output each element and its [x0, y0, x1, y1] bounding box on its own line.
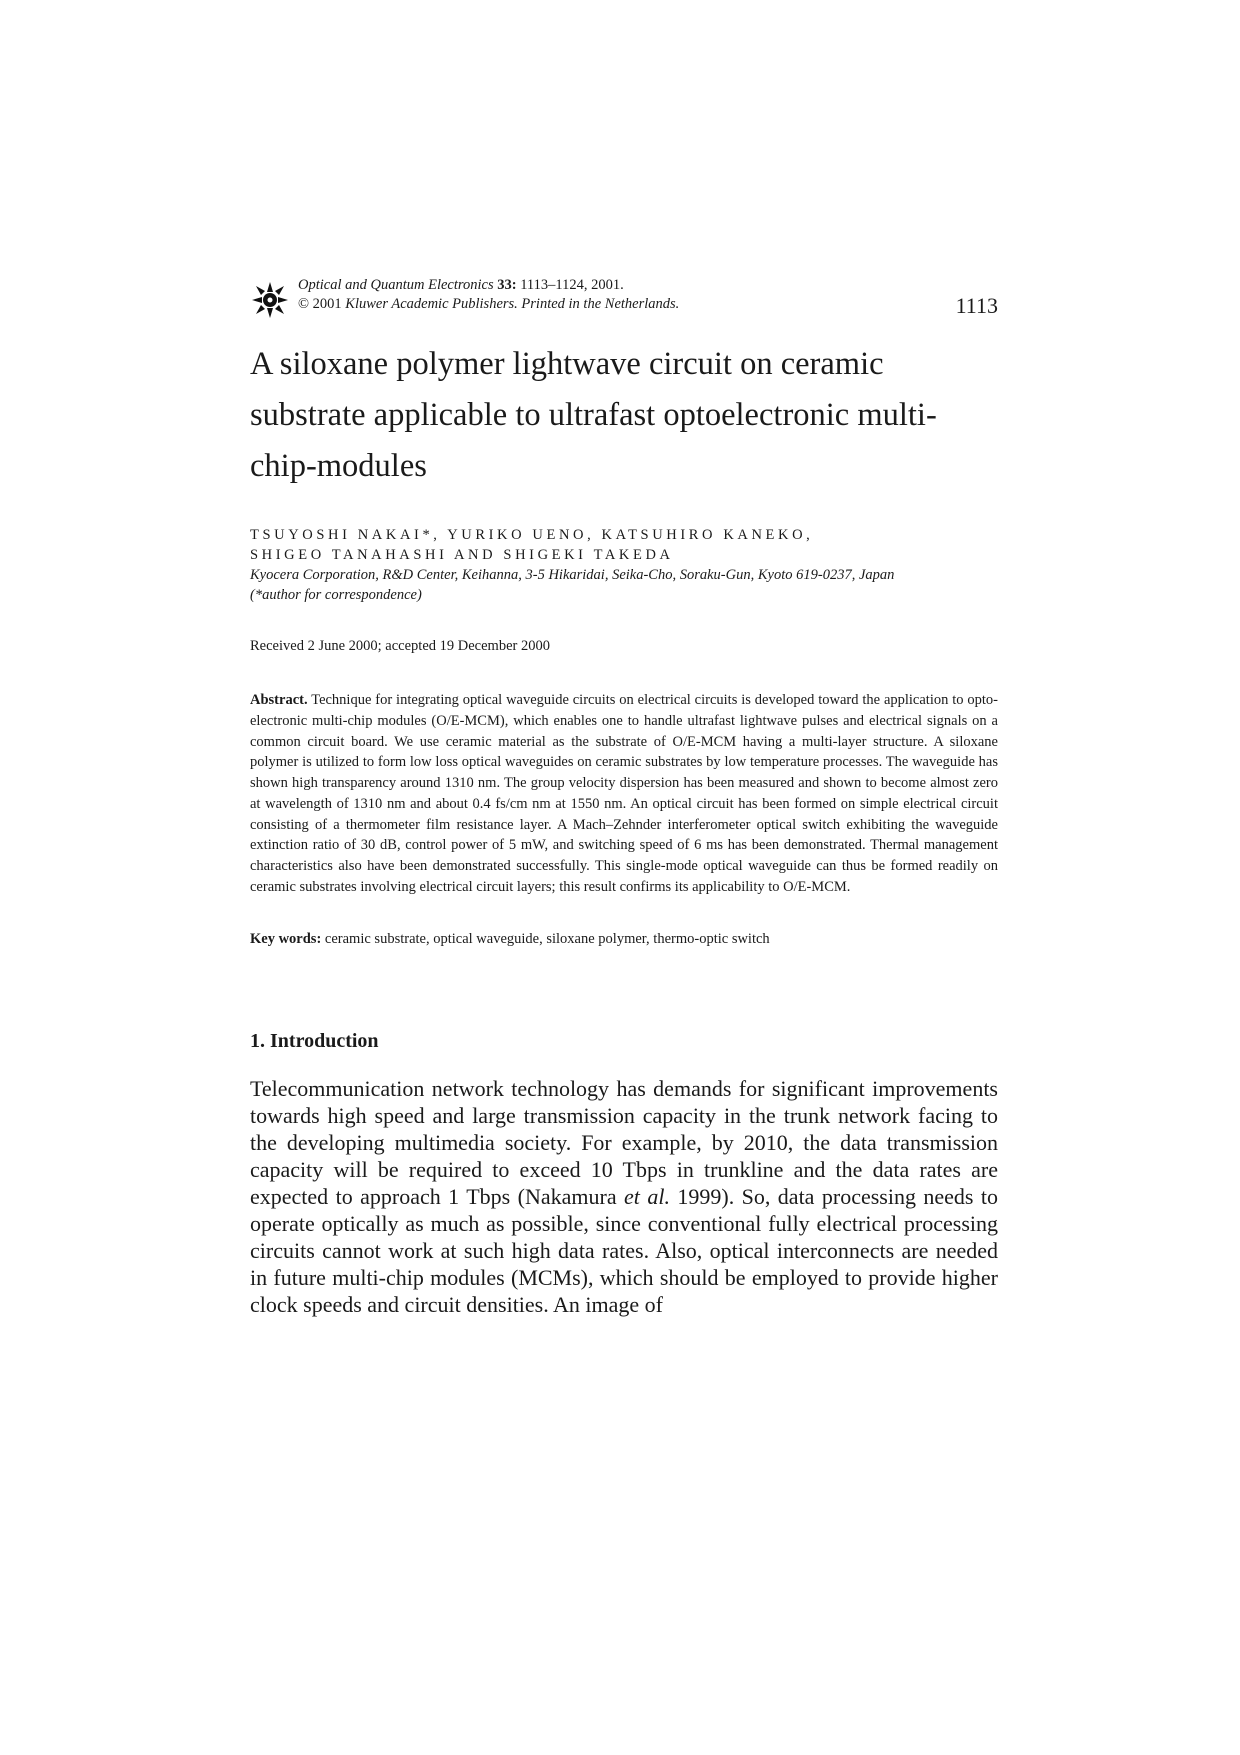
keywords-text: ceramic substrate, optical waveguide, siloxane polymer, thermo-optic switch — [324, 930, 770, 947]
affiliation: Kyocera Corporation, R&D Center, Keihanna, 3-5 Hikaridai, Seika-Cho, Soraku-Gun, Kyoto 619-0237, Japan — [250, 567, 895, 583]
citation-etal: et al. — [624, 1183, 670, 1209]
article-title: A siloxane polymer lightwave circuit on ceramic substrate applicable to ultrafast optoelectronic multi-chip-modules — [250, 346, 937, 484]
journal-name: Optical and Quantum Electronics — [298, 277, 494, 293]
keywords — [250, 929, 998, 949]
abstract — [250, 690, 998, 898]
abstract-label: Abstract. — [250, 692, 308, 708]
publisher-logo-icon — [250, 280, 290, 320]
author-line-2: SHIGEO TANAHASHI AND SHIGEKI TAKEDA — [250, 547, 674, 563]
journal-pages-year: 1113–1124, 2001. — [520, 277, 624, 293]
journal-volume: 33: — [497, 277, 517, 293]
paper-page — [250, 276, 998, 1318]
keywords-label: Key words: — [250, 930, 322, 947]
copyright-year: 2001 — [312, 296, 342, 312]
received-dates: Received 2 June 2000; accepted 19 December 2000 — [250, 638, 550, 654]
intro-text-part-2: 1999). So, data processing needs to operate optically as much as possible, since conventional fully electrical processing circuits cannot work at such high data rates. Also, optical interconnects are needed in future multi-chip modules (MCMs), which should be employed to provide higher clock speeds and circuit densities. An image of — [250, 1183, 999, 1318]
copyright-symbol: © — [298, 296, 310, 312]
author-line-1: TSUYOSHI NAKAI*, YURIKO UENO, KATSUHIRO KANEKO, — [250, 527, 814, 543]
publisher-line: Kluwer Academic Publishers. Printed in the Netherlands. — [345, 296, 680, 312]
page-number: 1113 — [955, 293, 998, 318]
section-heading: 1. Introduction — [250, 1029, 379, 1052]
abstract-text: Technique for integrating optical waveguide circuits on electrical circuits is developed toward the application to opto-electronic multi-chip modules (O/E-MCM), which enables one to handle ultrafast lightwave pulses and electrical signals on a common circuit board. We use ceramic material as the substrate of O/E-MCM having a multi-layer structure. A siloxane polymer is utilized to form low loss optical waveguides on ceramic substrates by low temperature processes. The waveguide has shown high transparency around 1310 nm. The group velocity dispersion has been measured and shown to become almost zero at wavelength of 1310 nm and about 0.4 fs/cm nm at 1550 nm. An optical circuit has been formed on simple electrical circuit consisting of a thermometer film resistance layer. A Mach–Zehnder interferometer optical switch exhibiting the waveguide extinction ratio of 30 dB, control power of 5 mW, and switching speed of 6 ms has been demonstrated. Thermal management characteristics also have been demonstrated successfully. This single-mode optical waveguide can thus be formed readily on ceramic substrates involving electrical circuit layers; this result confirms its applicability to O/E-MCM. — [250, 692, 998, 895]
intro-paragraph — [250, 1075, 998, 1319]
copyright-line — [298, 295, 679, 313]
journal-header — [250, 276, 998, 324]
intro-text-part-1: Telecommunication network technology has demands for significant improvements towards high speed and large transmission capacity in the trunk network facing to the developing multimedia society. For example, by 2010, the data transmission capacity will be required to exceed 10 Tbps in trunkline and the data rates are expected to approach 1 Tbps (Nakamura — [250, 1075, 998, 1209]
journal-citation — [298, 276, 624, 294]
correspondence-note: (*author for correspondence) — [250, 587, 422, 603]
author-list — [250, 525, 998, 565]
